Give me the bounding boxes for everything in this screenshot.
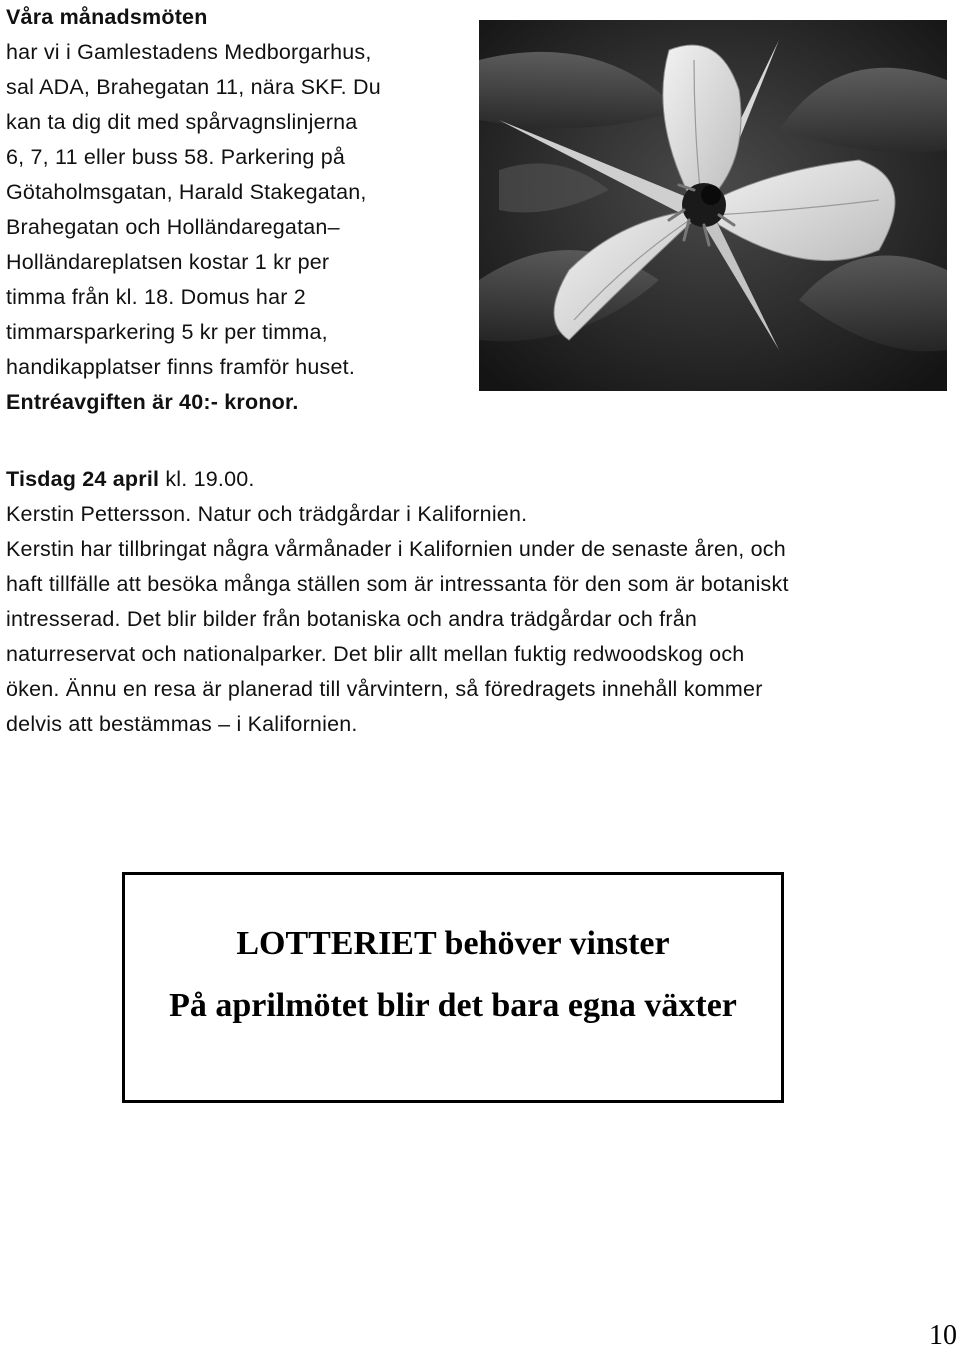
meeting-date: Tisdag 24 april [6,467,160,491]
intro-line: timmarsparkering 5 kr per timma, [6,320,328,344]
description-line: naturreservat och nationalparker. Det blir allt mellan fuktig redwoodskog och [6,642,745,666]
description-line: Kerstin har tillbringat några vårmånader i Kalifornien under de senaste åren, och [6,537,786,561]
intro-line: Götaholmsgatan, Harald Stakegatan, [6,180,367,204]
lottery-notice-box [122,872,784,1103]
intro-line: 6, 7, 11 eller buss 58. Parkering på [6,145,346,169]
intro-line: Holländareplatsen kostar 1 kr per [6,250,330,274]
description-line: haft tillfälle att besöka många ställen som är intressanta för den som är botaniskt [6,572,789,596]
intro-line: har vi i Gamlestadens Medborgarhus, [6,40,372,64]
description-line: delvis att bestämmas – i Kalifornien. [6,712,358,736]
meeting-info-section [6,0,466,420]
description-line: öken. Ännu en resa är planerad till vårvintern, så föredragets innehåll kommer [6,677,763,701]
meeting-date-line [6,462,956,497]
intro-line: handikapplatser finns framför huset. [6,355,355,379]
speaker-title: Kerstin Pettersson. Natur och trädgårdar i Kalifornien. [6,502,528,526]
lottery-heading: LOTTERIET behöver vinster [236,925,670,962]
description-line: intresserad. Det blir bilder från botaniska och andra trädgårdar och från [6,607,698,631]
intro-line: timma från kl. 18. Domus har 2 [6,285,306,309]
entrance-fee: Entréavgiften är 40:- kronor. [6,390,299,414]
page-number: 10 [929,1320,957,1351]
intro-line: sal ADA, Brahegatan 11, nära SKF. Du [6,75,381,99]
intro-line: Brahegatan och Holländaregatan– [6,215,340,239]
lottery-subtext: På aprilmötet blir det bara egna växter [169,987,737,1024]
intro-line: kan ta dig dit med spårvagnslinjerna [6,110,358,134]
section-heading: Våra månadsmöten [6,5,208,29]
meeting-time: kl. 19.00. [159,467,255,491]
trillium-flower-photo [479,20,947,391]
meeting-announcement [6,462,956,742]
